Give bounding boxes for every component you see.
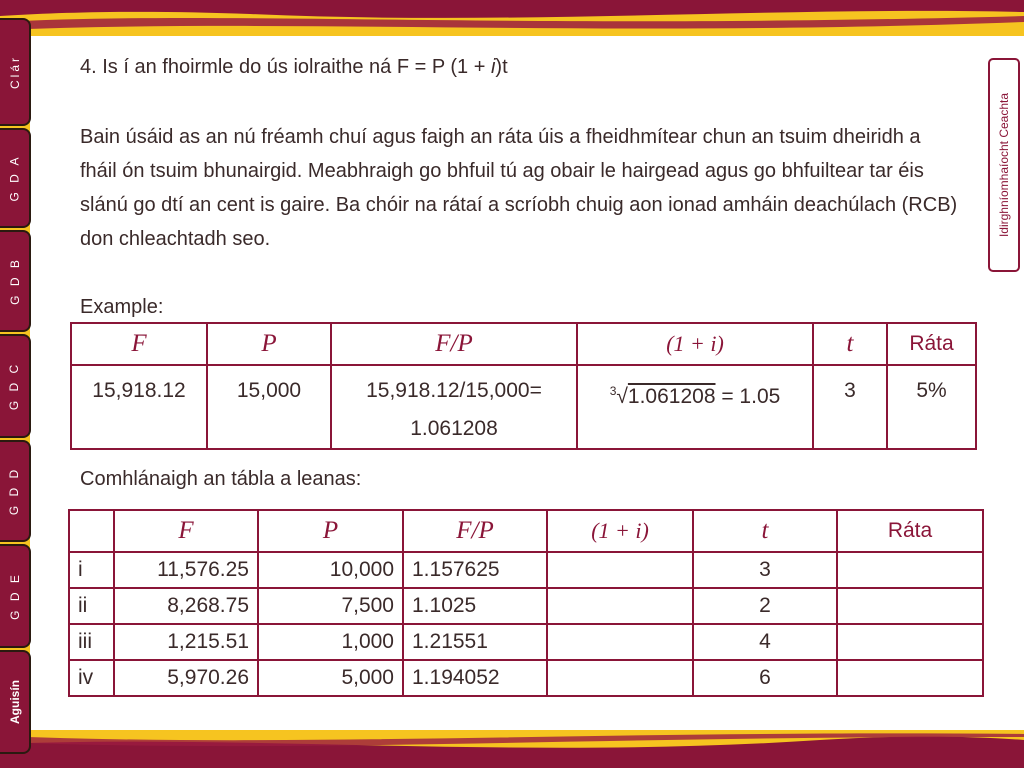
sidebar-tab-label: Aguisín [7,680,22,724]
fp-cell: 1.21551 [403,624,547,660]
exercise-table [68,509,984,697]
sidebar-tab-gdc[interactable] [0,334,31,438]
sidebar-tab-label: G D A [7,154,22,202]
sidebar-tab-label: G D E [7,572,22,620]
row-label: i [69,552,114,588]
header-rate: Ráta [887,323,976,365]
sidebar-tab-label: G D B [7,257,22,305]
sidebar-tab-label: Clár [7,54,22,90]
bottom-decorative-band [0,730,1024,768]
example-fp-cell [331,365,577,449]
f-cell: 1,215.51 [114,624,258,660]
lesson-interaction-tab[interactable] [988,58,1020,272]
formula-text-start: 4. Is í an fhoirmle do ús iolraithe ná F = P (1 + [80,56,491,78]
top-decorative-band [0,0,1024,40]
t-cell: 6 [693,660,837,696]
sidebar-tab-gde[interactable] [0,544,31,648]
example-root-cell [577,365,813,449]
root-result: = 1.05 [715,385,781,408]
fp-cell: 1.1025 [403,588,547,624]
one-plus-i-cell[interactable] [547,624,693,660]
section-sidebar [0,18,33,756]
header-fp: F/P [403,510,547,552]
header-p: P [258,510,403,552]
sidebar-tab-clar[interactable] [0,18,31,126]
formula-text-end: )t [495,56,508,78]
sidebar-tab-gda[interactable] [0,128,31,228]
p-cell: 10,000 [258,552,403,588]
rate-cell[interactable] [837,660,983,696]
one-plus-i-cell[interactable] [547,588,693,624]
row-label: iv [69,660,114,696]
example-table [70,322,977,450]
one-plus-i-cell[interactable] [547,552,693,588]
sidebar-tab-label: G D D [7,466,22,516]
table-row [69,588,983,624]
p-cell: 1,000 [258,624,403,660]
sidebar-tab-label: G D C [7,361,22,411]
example-fp-line2: 1.061208 [410,417,498,440]
example-f-cell: 15,918.12 [71,365,207,449]
formula-variable-i: i [490,56,496,78]
table-row [69,624,983,660]
f-cell: 5,970.26 [114,660,258,696]
sidebar-tab-gdd[interactable] [0,440,31,542]
row-label: ii [69,588,114,624]
table-row [69,660,983,696]
row-label: iii [69,624,114,660]
table-row [69,552,983,588]
header-t: t [813,323,887,365]
header-one-plus-i: (1 + i) [577,323,813,365]
example-t-cell: 3 [813,365,887,449]
t-cell: 2 [693,588,837,624]
example-rate-cell: 5% [887,365,976,449]
f-cell: 11,576.25 [114,552,258,588]
t-cell: 3 [693,552,837,588]
question-formula-line [80,50,508,84]
example-p-cell: 15,000 [207,365,331,449]
radical-sign: √ [616,385,628,408]
header-t: t [693,510,837,552]
header-row-label [69,510,114,552]
t-cell: 4 [693,624,837,660]
rate-cell[interactable] [837,624,983,660]
rate-cell[interactable] [837,552,983,588]
p-cell: 5,000 [258,660,403,696]
header-f: F [114,510,258,552]
header-p: P [207,323,331,365]
sidebar-tab-aguisin[interactable] [0,650,31,754]
sidebar-tab-gdb[interactable] [0,230,31,332]
exercise-header-row [69,510,983,552]
fp-cell: 1.194052 [403,660,547,696]
fp-cell: 1.157625 [403,552,547,588]
example-fp-line1: 15,918.12/15,000= [366,379,542,402]
p-cell: 7,500 [258,588,403,624]
f-cell: 8,268.75 [114,588,258,624]
header-fp: F/P [331,323,577,365]
complete-table-label: Comhlánaigh an tábla a leanas: [80,468,362,490]
lesson-interaction-label: Idirghníomhaíocht Ceachta [997,92,1011,238]
example-header-row [71,323,976,365]
example-data-row [71,365,976,449]
header-rate: Ráta [837,510,983,552]
header-one-plus-i: (1 + i) [547,510,693,552]
example-label: Example: [80,296,164,318]
root-index: 3 [609,384,617,398]
rate-cell[interactable] [837,588,983,624]
radicand: 1.061208 [627,385,716,408]
header-f: F [71,323,207,365]
one-plus-i-cell[interactable] [547,660,693,696]
instructions-paragraph: Bain úsáid as an nú fréamh chuí agus faigh an ráta úis a fheidhmítear chun an tsuim dheiridh a fháil ón tsuim bhunairgid. Meabhraigh go bhfuil tú ag obair le hairgead agus go bhfuiltear tar éis slánú go dtí an cent is gaire. Ba chóir na rátaí a scríobh chuig aon ionad amháin deachúlach (RCB) don chleachtadh seo. [80,126,958,250]
